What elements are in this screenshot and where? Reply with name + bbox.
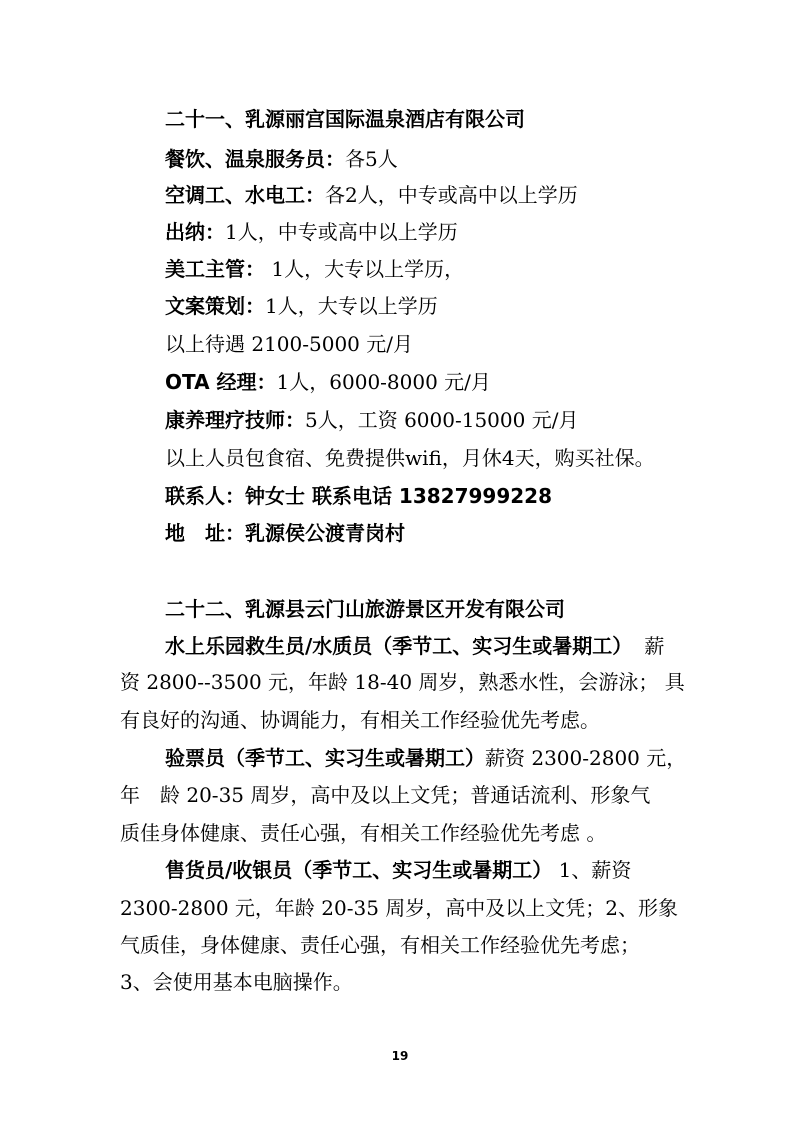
job-detail: 1人，中专或高中以上学历 — [225, 220, 458, 244]
job-detail: 薪 — [644, 634, 665, 658]
address-line — [165, 521, 405, 545]
job-title: OTA 经理： — [165, 370, 277, 394]
job-detail: 5人，工资 6000-15000 元/月 — [305, 408, 579, 432]
job-detail: 1人，6000-8000 元/月 — [276, 370, 491, 394]
job3-line3: 气质佳，身体健康、责任心强，有相关工作经验优先考虑； — [120, 933, 640, 957]
section2-heading: 二十二、乳源县云门山旅游景区开发有限公司 — [165, 597, 565, 621]
job-detail: 各2人，中专或高中以上学历 — [325, 183, 578, 207]
job3-line1 — [165, 858, 631, 882]
job-title: 水上乐园救生员/水质员（季节工、实习生或暑期工） — [165, 634, 633, 658]
salary-note: 以上待遇 2100-5000 元/月 — [165, 332, 414, 356]
job-title: 文案策划： — [165, 294, 265, 318]
job-康养理疗技师 — [165, 408, 578, 432]
section1-heading: 二十一、乳源丽宫国际温泉酒店有限公司 — [165, 107, 525, 131]
address-label: 地 址： — [165, 521, 245, 545]
job-detail: 各5人 — [345, 147, 398, 171]
contact-line: 联系人：钟女士 联系电话 13827999228 — [165, 484, 553, 508]
page-number: 19 — [391, 1049, 409, 1063]
job3-line4: 3、会使用基本电脑操作。 — [120, 970, 353, 994]
job-ota-manager — [165, 370, 491, 394]
address-value: 乳源侯公渡青岗村 — [245, 521, 405, 545]
job1-line3: 有良好的沟通、协调能力，有相关工作经验优先考虑。 — [120, 708, 600, 732]
job3-line2: 2300-2800 元，年龄 20-35 周岁，高中及以上文凭；2、形象 — [120, 896, 679, 920]
job-detail: 1人，大专以上学历， — [265, 257, 465, 281]
job-detail: 1人，大专以上学历 — [265, 294, 438, 318]
job-文案策划 — [165, 294, 438, 318]
benefits-note: 以上人员包食宿、免费提供wifi，月休4天，购买社保。 — [165, 446, 655, 470]
job-title: 空调工、水电工： — [165, 183, 325, 207]
job2-line3: 质佳身体健康、责任心强，有相关工作经验优先考虑 。 — [120, 821, 607, 845]
job2-line1 — [165, 746, 686, 770]
job-detail: 薪资 2300-2800 元， — [485, 746, 687, 770]
job-title: 验票员（季节工、实习生或暑期工） — [165, 746, 485, 770]
job-title: 康养理疗技师： — [165, 408, 305, 432]
job-餐饮温泉服务员 — [165, 147, 398, 171]
job-出纳 — [165, 220, 458, 244]
job1-line2: 资 2800--3500 元，年龄 18-40 周岁，熟悉水性，会游泳； 具 — [120, 670, 685, 694]
job-title: 售货员/收银员（季节工、实习生或暑期工） — [165, 858, 553, 882]
job1-line1 — [165, 634, 664, 658]
job2-line2: 年 龄 20-35 周岁，高中及以上文凭；普通话流利、形象气 — [120, 783, 651, 807]
job-美工主管 — [165, 257, 464, 281]
job-空调工水电工 — [165, 183, 578, 207]
job-title: 美工主管： — [165, 257, 265, 281]
job-title: 出纳： — [165, 220, 225, 244]
job-detail: 1、薪资 — [552, 858, 632, 882]
job-title: 餐饮、温泉服务员： — [165, 147, 345, 171]
